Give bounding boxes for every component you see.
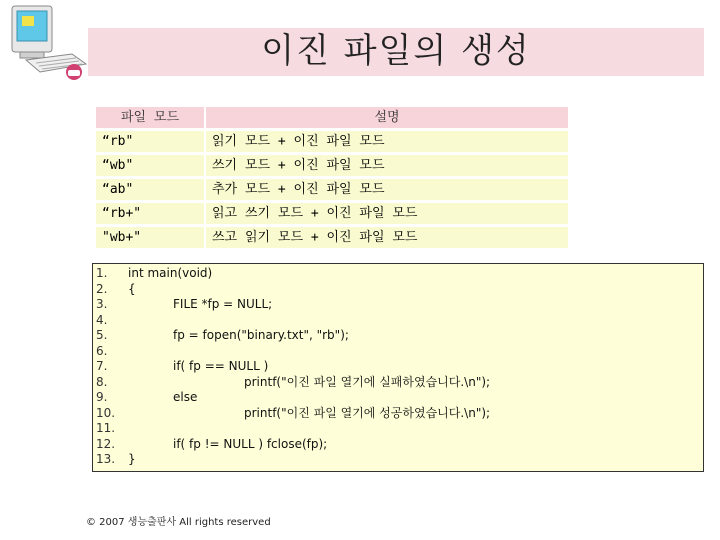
description-cell: 읽고 쓰기 모드 + 이진 파일 모드 bbox=[206, 203, 568, 224]
code-line: int main(void) bbox=[128, 266, 213, 280]
code-line: } bbox=[128, 452, 136, 466]
code-line: printf("이진 파일 열기에 실패하였습니다.\n"); bbox=[244, 374, 491, 389]
copyright-footer: © 2007 생능출판사 All rights reserved bbox=[86, 517, 271, 528]
line-number: 3. bbox=[96, 297, 108, 311]
code-line: FILE *fp = NULL; bbox=[173, 297, 273, 311]
code-line: else bbox=[173, 390, 198, 404]
line-number: 4. bbox=[96, 312, 108, 327]
table-row bbox=[96, 179, 568, 200]
line-number: 11. bbox=[96, 421, 116, 435]
table-row bbox=[96, 227, 568, 248]
mode-cell: "wb+" bbox=[96, 227, 204, 248]
code-line: { bbox=[128, 281, 136, 296]
line-number: 7. bbox=[96, 359, 108, 373]
line-number: 8. bbox=[96, 374, 108, 389]
table-row bbox=[96, 131, 568, 152]
line-number: 5. bbox=[96, 328, 108, 342]
mode-cell: “wb" bbox=[96, 155, 204, 176]
code-line: printf("이진 파일 열기에 성공하였습니다.\n"); bbox=[244, 405, 491, 420]
mode-cell: “rb+" bbox=[96, 203, 204, 224]
line-number: 12. bbox=[96, 436, 116, 451]
header-description: 설명 bbox=[206, 107, 568, 128]
line-number: 6. bbox=[96, 343, 108, 358]
table-row bbox=[96, 203, 568, 224]
line-number: 9. bbox=[96, 390, 108, 404]
code-line: if( fp != NULL ) fclose(fp); bbox=[173, 436, 328, 451]
description-cell: 쓰고 읽기 모드 + 이진 파일 모드 bbox=[206, 227, 568, 248]
description-cell: 쓰기 모드 + 이진 파일 모드 bbox=[206, 155, 568, 176]
code-line: fp = fopen("binary.txt", "rb"); bbox=[173, 328, 349, 342]
line-number: 2. bbox=[96, 281, 108, 296]
table-header-row bbox=[96, 107, 568, 128]
description-cell: 추가 모드 + 이진 파일 모드 bbox=[206, 179, 568, 200]
code-line: if( fp == NULL ) bbox=[173, 359, 269, 373]
computer-logo-icon bbox=[6, 4, 90, 84]
page-title: 이진 파일의 생성 bbox=[261, 31, 531, 71]
header-file-mode: 파일 모드 bbox=[96, 107, 204, 128]
line-number: 1. bbox=[96, 266, 108, 280]
description-cell: 읽기 모드 + 이진 파일 모드 bbox=[206, 131, 568, 152]
line-number: 10. bbox=[96, 405, 116, 420]
line-number: 13. bbox=[96, 452, 116, 466]
mode-cell: “ab" bbox=[96, 179, 204, 200]
mode-cell: “rb" bbox=[96, 131, 204, 152]
table-row bbox=[96, 155, 568, 176]
